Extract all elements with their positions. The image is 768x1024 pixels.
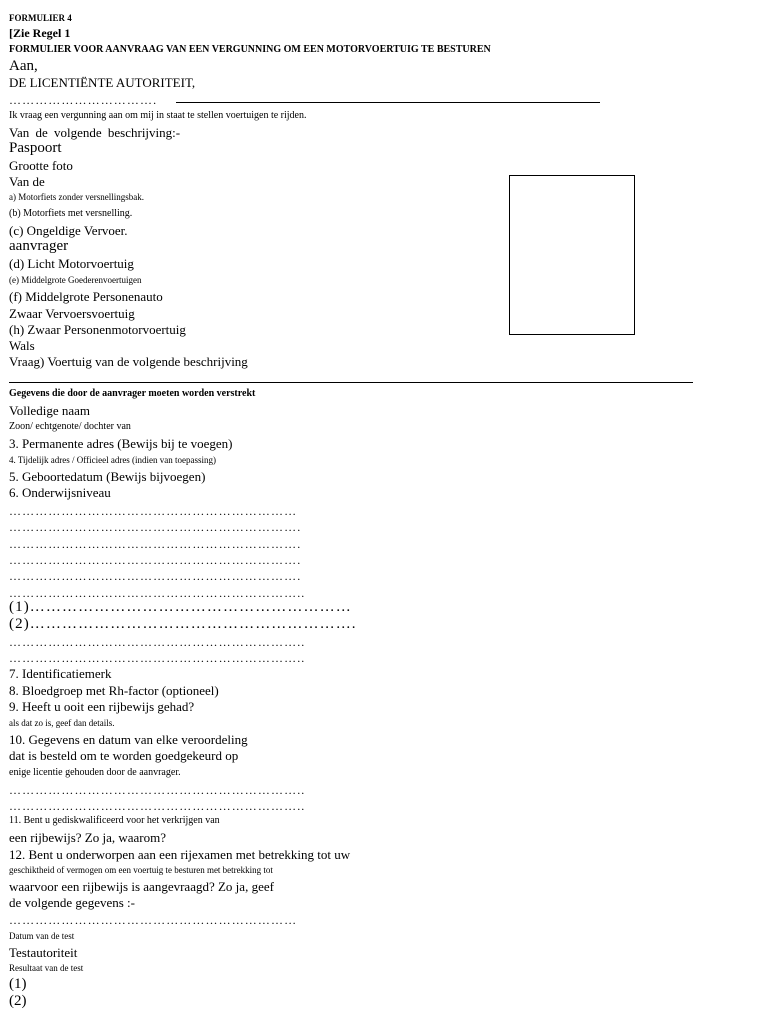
fill-line-7: ………………………………………………………….. [9,635,306,649]
fill-line-10: ………………………………………………………….. [9,799,306,813]
identification-mark-label: 7. Identificatiemerk [9,666,112,681]
rule-reference: [Zie Regel 1 [9,26,71,40]
fill-line-5: …………………………………………………………. [9,569,302,583]
fill-line-9: ………………………………………………………….. [9,783,306,797]
fill-line-item-2: (2)……………………………………………………. [9,616,357,632]
fill-line-8: ………………………………………………………….. [9,651,306,665]
photo-size-label: Grootte foto [9,158,73,173]
vehicle-class-b: (b) Motorfiets met versnelling. [9,208,133,219]
fill-line-11: ………………………………………………………… [9,913,298,927]
description-label: Van de volgende beschrijving:- [9,125,181,140]
details-heading: Gegevens die door de aanvrager moeten worden verstrekt [9,388,256,399]
vehicle-class-f: (f) Middelgrote Personenauto [9,289,163,304]
fill-line-item-1: (1)…………………………………………………… [9,599,352,615]
authority-dots: ……………………………. [9,93,158,107]
disqualified-label-1: 11. Bent u gediskwalificeerd voor het verkrijgen van [9,815,220,826]
authority-underline [176,102,600,103]
address-to: Aan, [9,58,38,74]
test-authority-label: Testautoriteit [9,945,78,960]
vehicle-class-a: a) Motorfiets zonder versnellingsbak. [9,192,144,202]
vehicle-class-heavy-transport: Zwaar Vervoersvoertuig [9,306,135,321]
section-divider [9,382,693,383]
fill-line-6: ………………………………………………………….. [9,586,306,600]
passport-label: Paspoort [9,140,62,156]
form-number: FORMULIER 4 [9,13,72,23]
applicant-label: aanvrager [9,238,69,254]
test-date-label: Datum van de test [9,931,75,941]
request-text: Ik vraag een vergunning aan om mij in staat te stellen voertuigen te rijden. [9,110,307,121]
result-item-1: (1) [9,976,27,992]
authority-label: DE LICENTIËNTE AUTORITEIT, [9,75,196,90]
driving-test-label-2: geschiktheid of vermogen om een voertuig te besturen met betrekking tot [9,865,273,875]
permanent-address-label: 3. Permanente adres (Bewijs bij te voegen) [9,436,233,451]
of-the-label: Van de [9,174,45,189]
vehicle-class-c: (c) Ongeldige Vervoer. [9,223,128,238]
vehicle-class-roller: Wals [9,338,35,353]
license-held-label: enige licentie gehouden door de aanvrager. [9,767,181,778]
photo-box [509,175,635,335]
fill-line-2: …………………………………………………………. [9,520,302,534]
education-label: 6. Onderwijsniveau [9,485,111,500]
vehicle-class-d: (d) Licht Motorvoertuig [9,256,134,271]
fill-line-1: ………………………………………………………… [9,504,298,518]
vehicle-description-request: Vraag) Voertuig van de volgende beschrijving [9,354,248,369]
convictions-label-1: 10. Gegevens en datum van elke veroordeling [9,732,248,747]
blood-group-label: 8. Bloedgroep met Rh-factor (optioneel) [9,683,219,698]
form-title: FORMULIER VOOR AANVRAAG VAN EEN VERGUNNING OM EEN MOTORVOERTUIG TE BESTUREN [9,44,491,55]
full-name-label: Volledige naam [9,403,90,418]
fill-line-3: …………………………………………………………. [9,537,302,551]
result-item-2: (2) [9,993,27,1009]
test-result-label: Resultaat van de test [9,963,84,973]
disqualified-label-2: een rijbewijs? Zo ja, waarom? [9,830,167,845]
convictions-label-2: dat is besteld om te worden goedgekeurd op [9,748,239,763]
driving-test-label-3: waarvoor een rijbewijs is aangevraagd? Zo ja, geef [9,879,274,894]
driving-test-label-4: de volgende gegevens :- [9,895,135,910]
driving-test-label-1: 12. Bent u onderworpen aan een rijexamen met betrekking tot uw [9,847,351,862]
vehicle-class-e: (e) Middelgrote Goederenvoertuigen [9,275,142,285]
vehicle-class-h: (h) Zwaar Personenmotorvoertuig [9,322,186,337]
relation-label: Zoon/ echtgenote/ dochter van [9,421,131,432]
birth-date-label: 5. Geboortedatum (Bewijs bijvoegen) [9,469,206,484]
previous-license-label: 9. Heeft u ooit een rijbewijs gehad? [9,699,195,714]
fill-line-4: …………………………………………………………. [9,553,302,567]
details-note: als dat zo is, geef dan details. [9,718,115,728]
temporary-address-label: 4. Tijdelijk adres / Officieel adres (indien van toepassing) [9,455,217,465]
